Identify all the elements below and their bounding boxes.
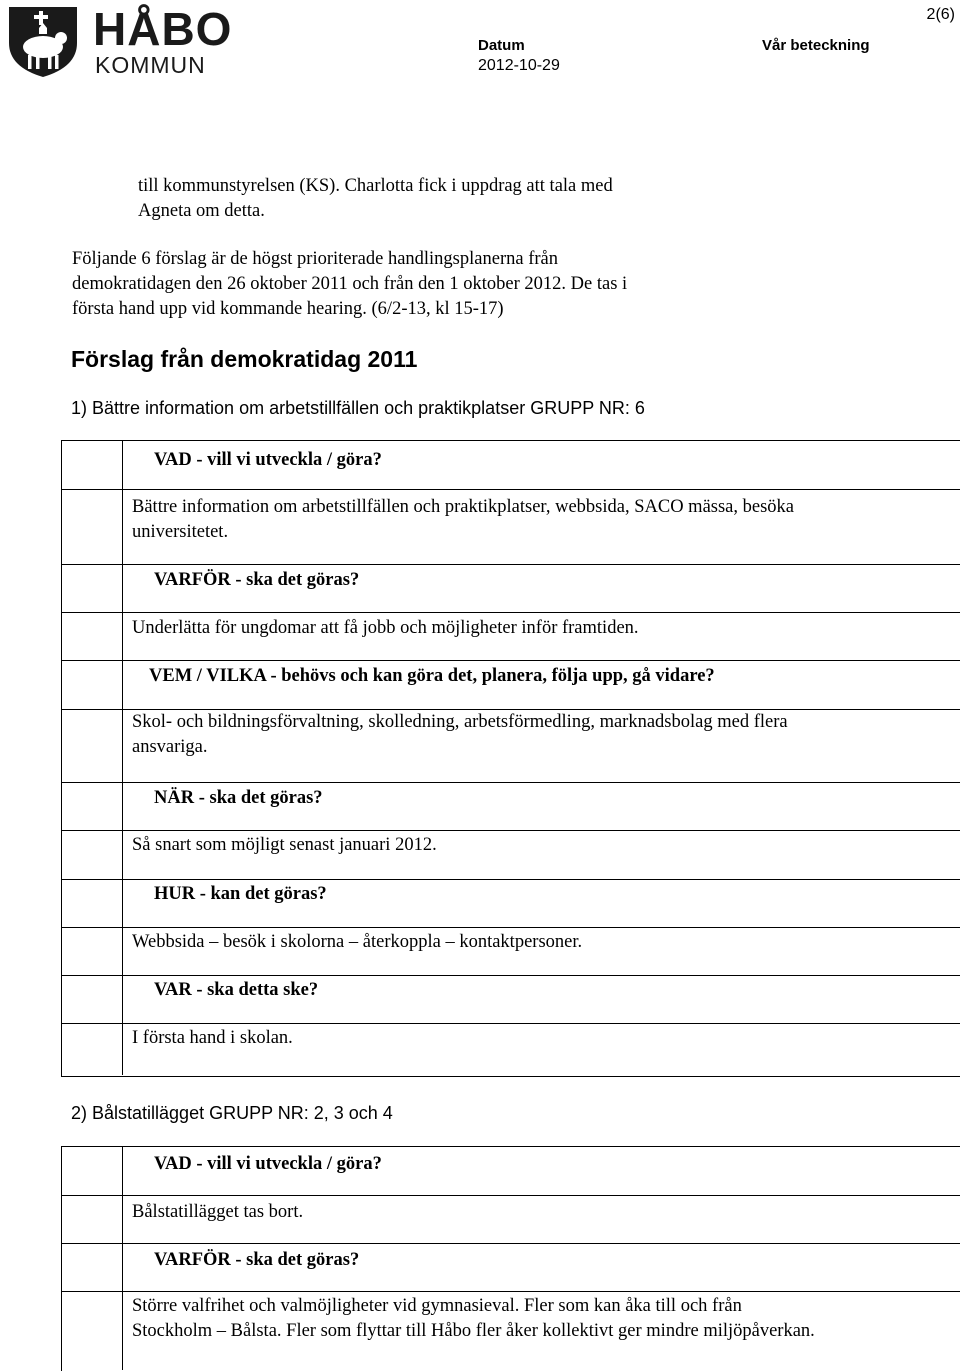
table-row (62, 1291, 960, 1370)
answer-line: Bättre information om arbetstillfällen och praktikplatser, webbsida, SACO mässa, besöka (132, 497, 795, 517)
proposal-2-table (61, 1146, 960, 1371)
table-row (62, 1023, 960, 1075)
answer-line: Underlätta för ungdomar att få jobb och möjligheter inför framtiden. (132, 618, 639, 638)
date-label: Datum (478, 37, 525, 54)
table-row (62, 564, 960, 612)
date-value: 2012-10-29 (478, 57, 560, 74)
item-1-title: 1) Bättre information om arbetstillfällen och praktikplatser GRUPP NR: 6 (71, 398, 645, 418)
question-why: VARFÖR - ska det göras? (154, 570, 360, 590)
intro-line: till kommunstyrelsen (KS). Charlotta fick i uppdrag att tala med (138, 176, 613, 196)
page-number: 2(6) (926, 6, 955, 23)
intro-line: Agneta om detta. (138, 201, 265, 221)
table-row (62, 1195, 960, 1243)
habo-kommun-logo (3, 3, 83, 79)
table-row (62, 709, 960, 782)
table-row (62, 830, 960, 879)
item-2-title: 2) Bålstatillägget GRUPP NR: 2, 3 och 4 (71, 1103, 393, 1123)
section-heading: Förslag från demokratidag 2011 (71, 346, 418, 372)
answer-line: ansvariga. (132, 737, 208, 757)
table-row (62, 1243, 960, 1291)
answer-line: Skol- och bildningsförvaltning, skolledning, arbetsförmedling, marknadsbolag med flera (132, 712, 788, 732)
answer-line: Stockholm – Bålsta. Fler som flyttar till Håbo fler åker kollektivt ger mindre miljöpåverkan. (132, 1321, 815, 1341)
paragraph-line: demokratidagen den 26 oktober 2011 och från den 1 oktober 2012. De tas i (72, 274, 628, 294)
answer-line: Webbsida – besök i skolorna – återkoppla – kontaktpersoner. (132, 932, 583, 952)
reference-label: Vår beteckning (762, 37, 870, 54)
table-row (62, 612, 960, 660)
table-row (62, 782, 960, 830)
table-row (62, 1147, 960, 1195)
answer-line: Större valfrihet och valmöjligheter vid gymnasieval. Fler som kan åka till och från (132, 1296, 742, 1316)
table-row (62, 441, 960, 489)
table-row (62, 927, 960, 975)
question-what: VAD - vill vi utveckla / göra? (154, 450, 382, 470)
answer-line: Bålstatillägget tas bort. (132, 1202, 304, 1222)
question-where: VAR - ska detta ske? (154, 980, 319, 1000)
paragraph-line: Följande 6 förslag är de högst prioriterade handlingsplanerna från (72, 249, 558, 269)
question-what: VAD - vill vi utveckla / göra? (154, 1154, 382, 1174)
answer-line: universitetet. (132, 522, 229, 542)
table-row (62, 489, 960, 564)
table-row (62, 660, 960, 709)
table-row (62, 975, 960, 1023)
logo-title: HÅBO (93, 3, 233, 55)
proposal-1-table (61, 440, 960, 1077)
question-who: VEM / VILKA - behövs och kan göra det, planera, följa upp, gå vidare? (149, 666, 715, 686)
question-why: VARFÖR - ska det göras? (154, 1250, 360, 1270)
table-row (62, 879, 960, 927)
paragraph-line: första hand upp vid kommande hearing. (6/2-13, kl 15-17) (72, 299, 504, 319)
question-when: NÄR - ska det göras? (154, 788, 323, 808)
logo-subtitle: KOMMUN (95, 52, 206, 78)
answer-line: I första hand i skolan. (132, 1028, 293, 1048)
question-how: HUR - kan det göras? (154, 884, 327, 904)
answer-line: Så snart som möjligt senast januari 2012. (132, 835, 437, 855)
